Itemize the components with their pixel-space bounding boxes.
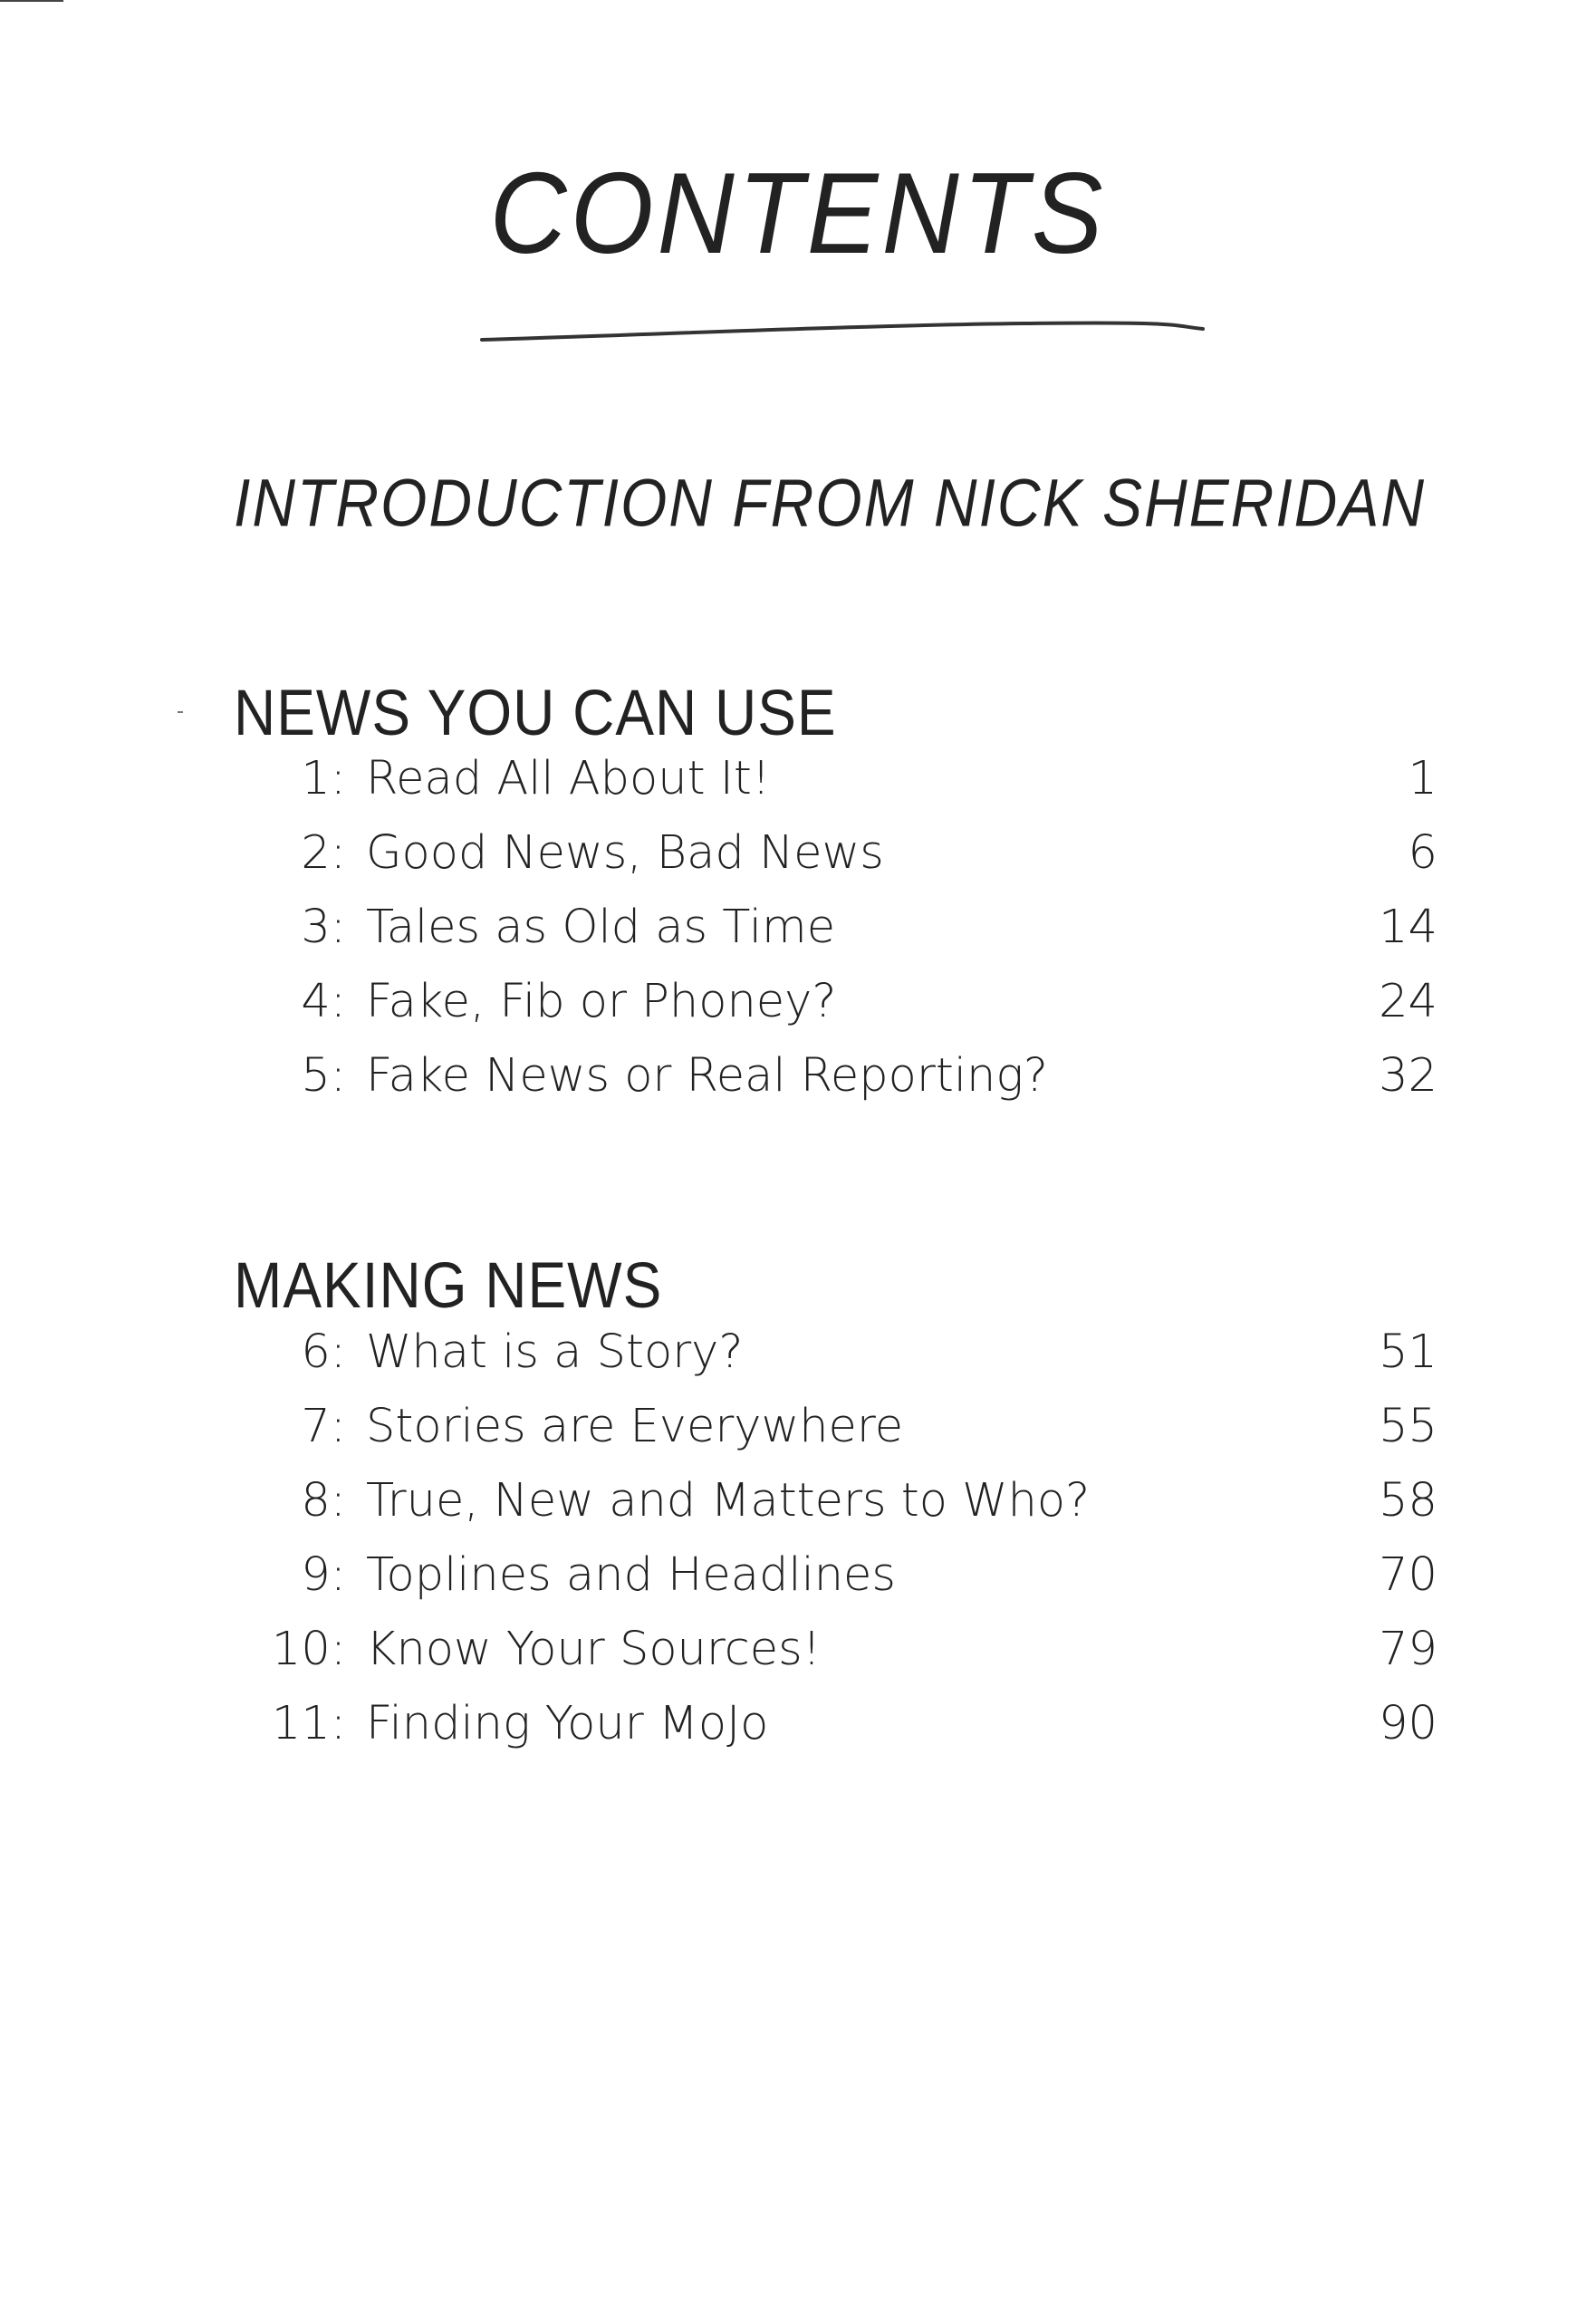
- scan-speck: [178, 711, 183, 713]
- chapter-title: Read All About It!: [366, 752, 771, 805]
- toc-entry[interactable]: [0, 1474, 1596, 1547]
- chapter-number: 3:: [301, 901, 346, 954]
- section-heading-news-you-can-use: NEWS YOU CAN USE: [234, 676, 837, 749]
- toc-entry[interactable]: [0, 975, 1596, 1047]
- chapter-number: 9:: [301, 1548, 346, 1602]
- chapter-title: Toplines and Headlines: [366, 1548, 897, 1602]
- chapter-title: What is a Story?: [366, 1325, 744, 1379]
- page-number: 6: [1408, 826, 1437, 880]
- toc-entry[interactable]: [0, 752, 1596, 824]
- toc-entry[interactable]: [0, 1400, 1596, 1472]
- page-number: 51: [1379, 1325, 1437, 1379]
- chapter-title: True, New and Matters to Who?: [366, 1474, 1091, 1528]
- page-number: 32: [1379, 1049, 1437, 1103]
- chapter-title: Fake News or Real Reporting?: [366, 1049, 1048, 1103]
- chapter-title: Good News, Bad News: [366, 826, 884, 880]
- page-number: 55: [1379, 1400, 1437, 1453]
- toc-entry[interactable]: [0, 1697, 1596, 1769]
- toc-entry[interactable]: [0, 826, 1596, 899]
- chapter-number: 1:: [301, 752, 346, 805]
- chapter-number: 5:: [301, 1049, 346, 1103]
- chapter-number: 6:: [301, 1325, 346, 1379]
- toc-entry[interactable]: [0, 1548, 1596, 1621]
- page-number: 79: [1379, 1623, 1437, 1676]
- toc-entry[interactable]: [0, 1623, 1596, 1695]
- page-title: CONTENTS: [489, 149, 1107, 279]
- page-number: 14: [1379, 901, 1437, 954]
- scan-edge-mark: [0, 0, 63, 2]
- toc-entry[interactable]: [0, 1049, 1596, 1122]
- chapter-number: 7:: [301, 1400, 346, 1453]
- title-underline: [480, 313, 1205, 349]
- chapter-title: Tales as Old as Time: [366, 901, 836, 954]
- chapter-number: 8:: [301, 1474, 346, 1528]
- page-number: 1: [1408, 752, 1437, 805]
- chapter-number: 11:: [271, 1697, 346, 1750]
- page-number: 70: [1379, 1548, 1437, 1602]
- page-number: 58: [1379, 1474, 1437, 1528]
- page-number: 90: [1379, 1697, 1437, 1750]
- chapter-number: 2:: [301, 826, 346, 880]
- toc-entry[interactable]: [0, 901, 1596, 973]
- chapter-number: 10:: [271, 1623, 346, 1676]
- introduction-heading[interactable]: INTRODUCTION FROM NICK SHERIDAN: [234, 465, 1426, 540]
- chapter-title: Stories are Everywhere: [366, 1400, 904, 1453]
- chapter-number: 4:: [301, 975, 346, 1028]
- chapter-title: Fake, Fib or Phoney?: [366, 975, 837, 1028]
- chapter-title: Finding Your MoJo: [366, 1697, 769, 1750]
- page-number: 24: [1379, 975, 1437, 1028]
- chapter-title: Know Your Sources!: [366, 1623, 822, 1676]
- toc-entry[interactable]: [0, 1325, 1596, 1398]
- section-heading-making-news: MAKING NEWS: [234, 1248, 663, 1322]
